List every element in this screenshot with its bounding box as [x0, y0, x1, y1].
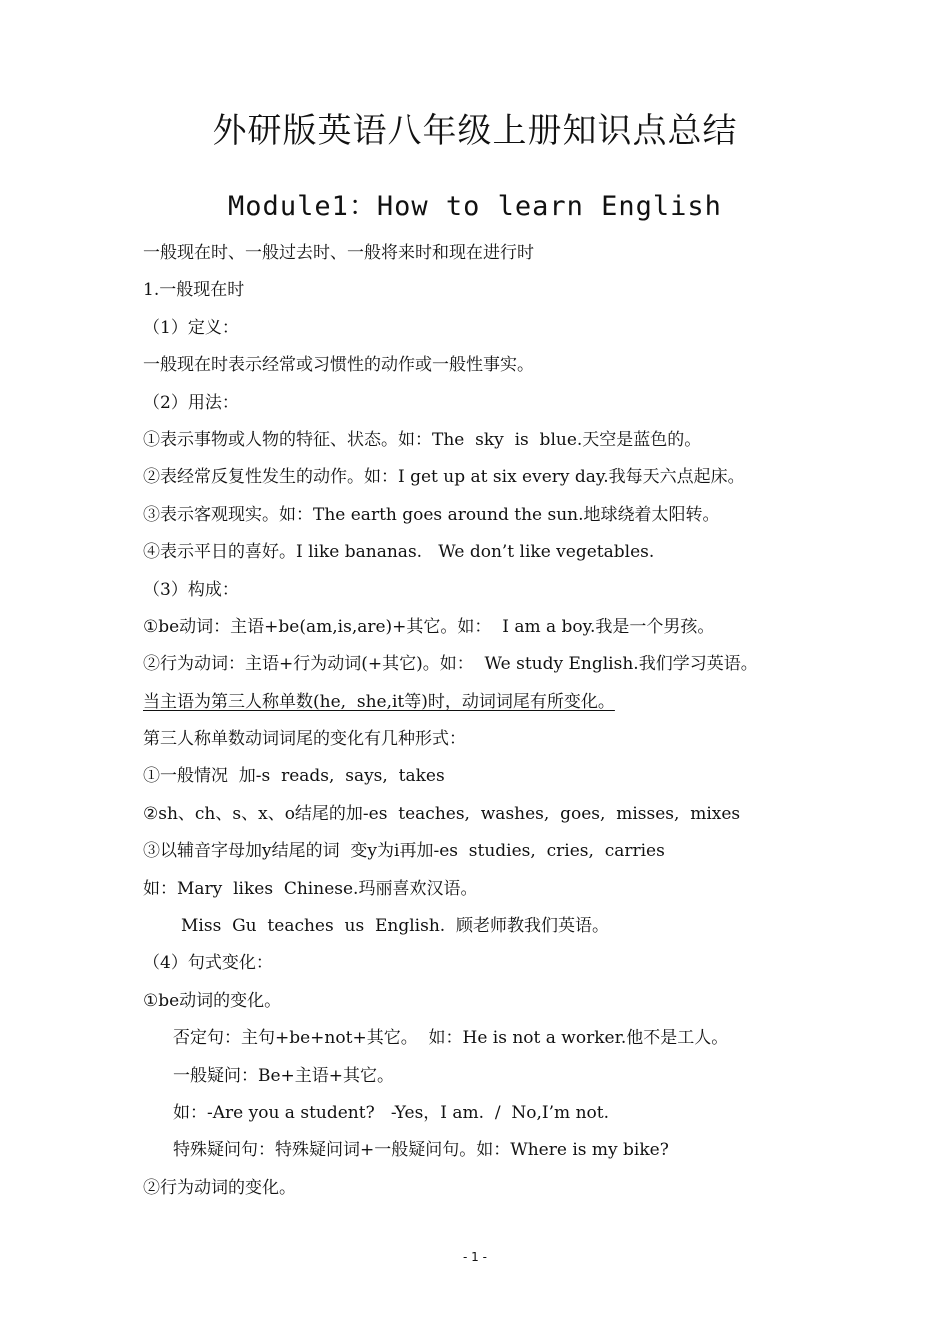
list-item: ②行为动词：主语+行为动词(+其它)。如： We study English.我们学习英语。 [143, 654, 758, 675]
list-item: ②sh、ch、s、x、o结尾的加-es teaches, washes, goes, misses, mixes [143, 803, 741, 824]
module-heading: Module1：How to learn English [228, 191, 722, 222]
page-number: - 1 - [463, 1250, 487, 1264]
list-item: ①be动词：主语+be(am,is,are)+其它。如： I am a boy.我是一个男孩。 [143, 616, 715, 637]
list-item: ④表示平日的喜好。I like bananas. We don’t like vegetables. [143, 542, 655, 563]
page-title: 外研版英语八年级上册知识点总结 [212, 111, 738, 151]
text-line: 否定句：主句+be+not+其它。 如：He is not a worker.他不是工人。 [173, 1028, 729, 1049]
list-item: ①表示事物或人物的特征、状态。如：The sky is blue.天空是蓝色的。 [143, 429, 702, 450]
underlined-text: 当主语为第三人称单数(he, she,it等)时，动词词尾有所变化。 [143, 691, 615, 712]
list-item: ②表经常反复性发生的动作。如：I get up at six every day.我每天六点起床。 [143, 467, 745, 488]
subsection-heading: （4）句式变化： [143, 953, 273, 974]
subsection-heading: （1）定义： [143, 317, 239, 338]
text-line: 如：Mary likes Chinese.玛丽喜欢汉语。 [143, 878, 478, 899]
text-line: 如：-Are you a student? -Yes，I am. / No,I’m not. [173, 1102, 609, 1123]
text-line: 一般疑问：Be+主语+其它。 [173, 1065, 395, 1086]
list-item: ①一般情况 加-s reads, says, takes [143, 766, 445, 787]
text-line: 特殊疑问句：特殊疑问词+一般疑问句。如：Where is my bike? [173, 1140, 669, 1161]
list-item: ②行为动词的变化。 [143, 1177, 296, 1198]
text-line: 一般现在时、一般过去时、一般将来时和现在进行时 [143, 243, 534, 263]
text-line-underlined [143, 684, 823, 721]
body-text [143, 235, 823, 1207]
text-line: 第三人称单数动词词尾的变化有几种形式： [143, 729, 466, 750]
subsection-heading: （2）用法： [143, 392, 239, 413]
section-heading: 1.一般现在时 [143, 280, 245, 301]
text-line: Miss Gu teaches us English. 顾老师教我们英语。 [181, 916, 610, 937]
list-item: ③以辅音字母加y结尾的词 变y为i再加-es studies, cries, carries [143, 841, 665, 862]
subsection-heading: （3）构成： [143, 579, 239, 600]
list-item: ③表示客观现实。如：The earth goes around the sun.地球绕着太阳转。 [143, 504, 720, 525]
list-item: ①be动词的变化。 [143, 990, 282, 1011]
text-line: 一般现在时表示经常或习惯性的动作或一般性事实。 [143, 355, 534, 376]
